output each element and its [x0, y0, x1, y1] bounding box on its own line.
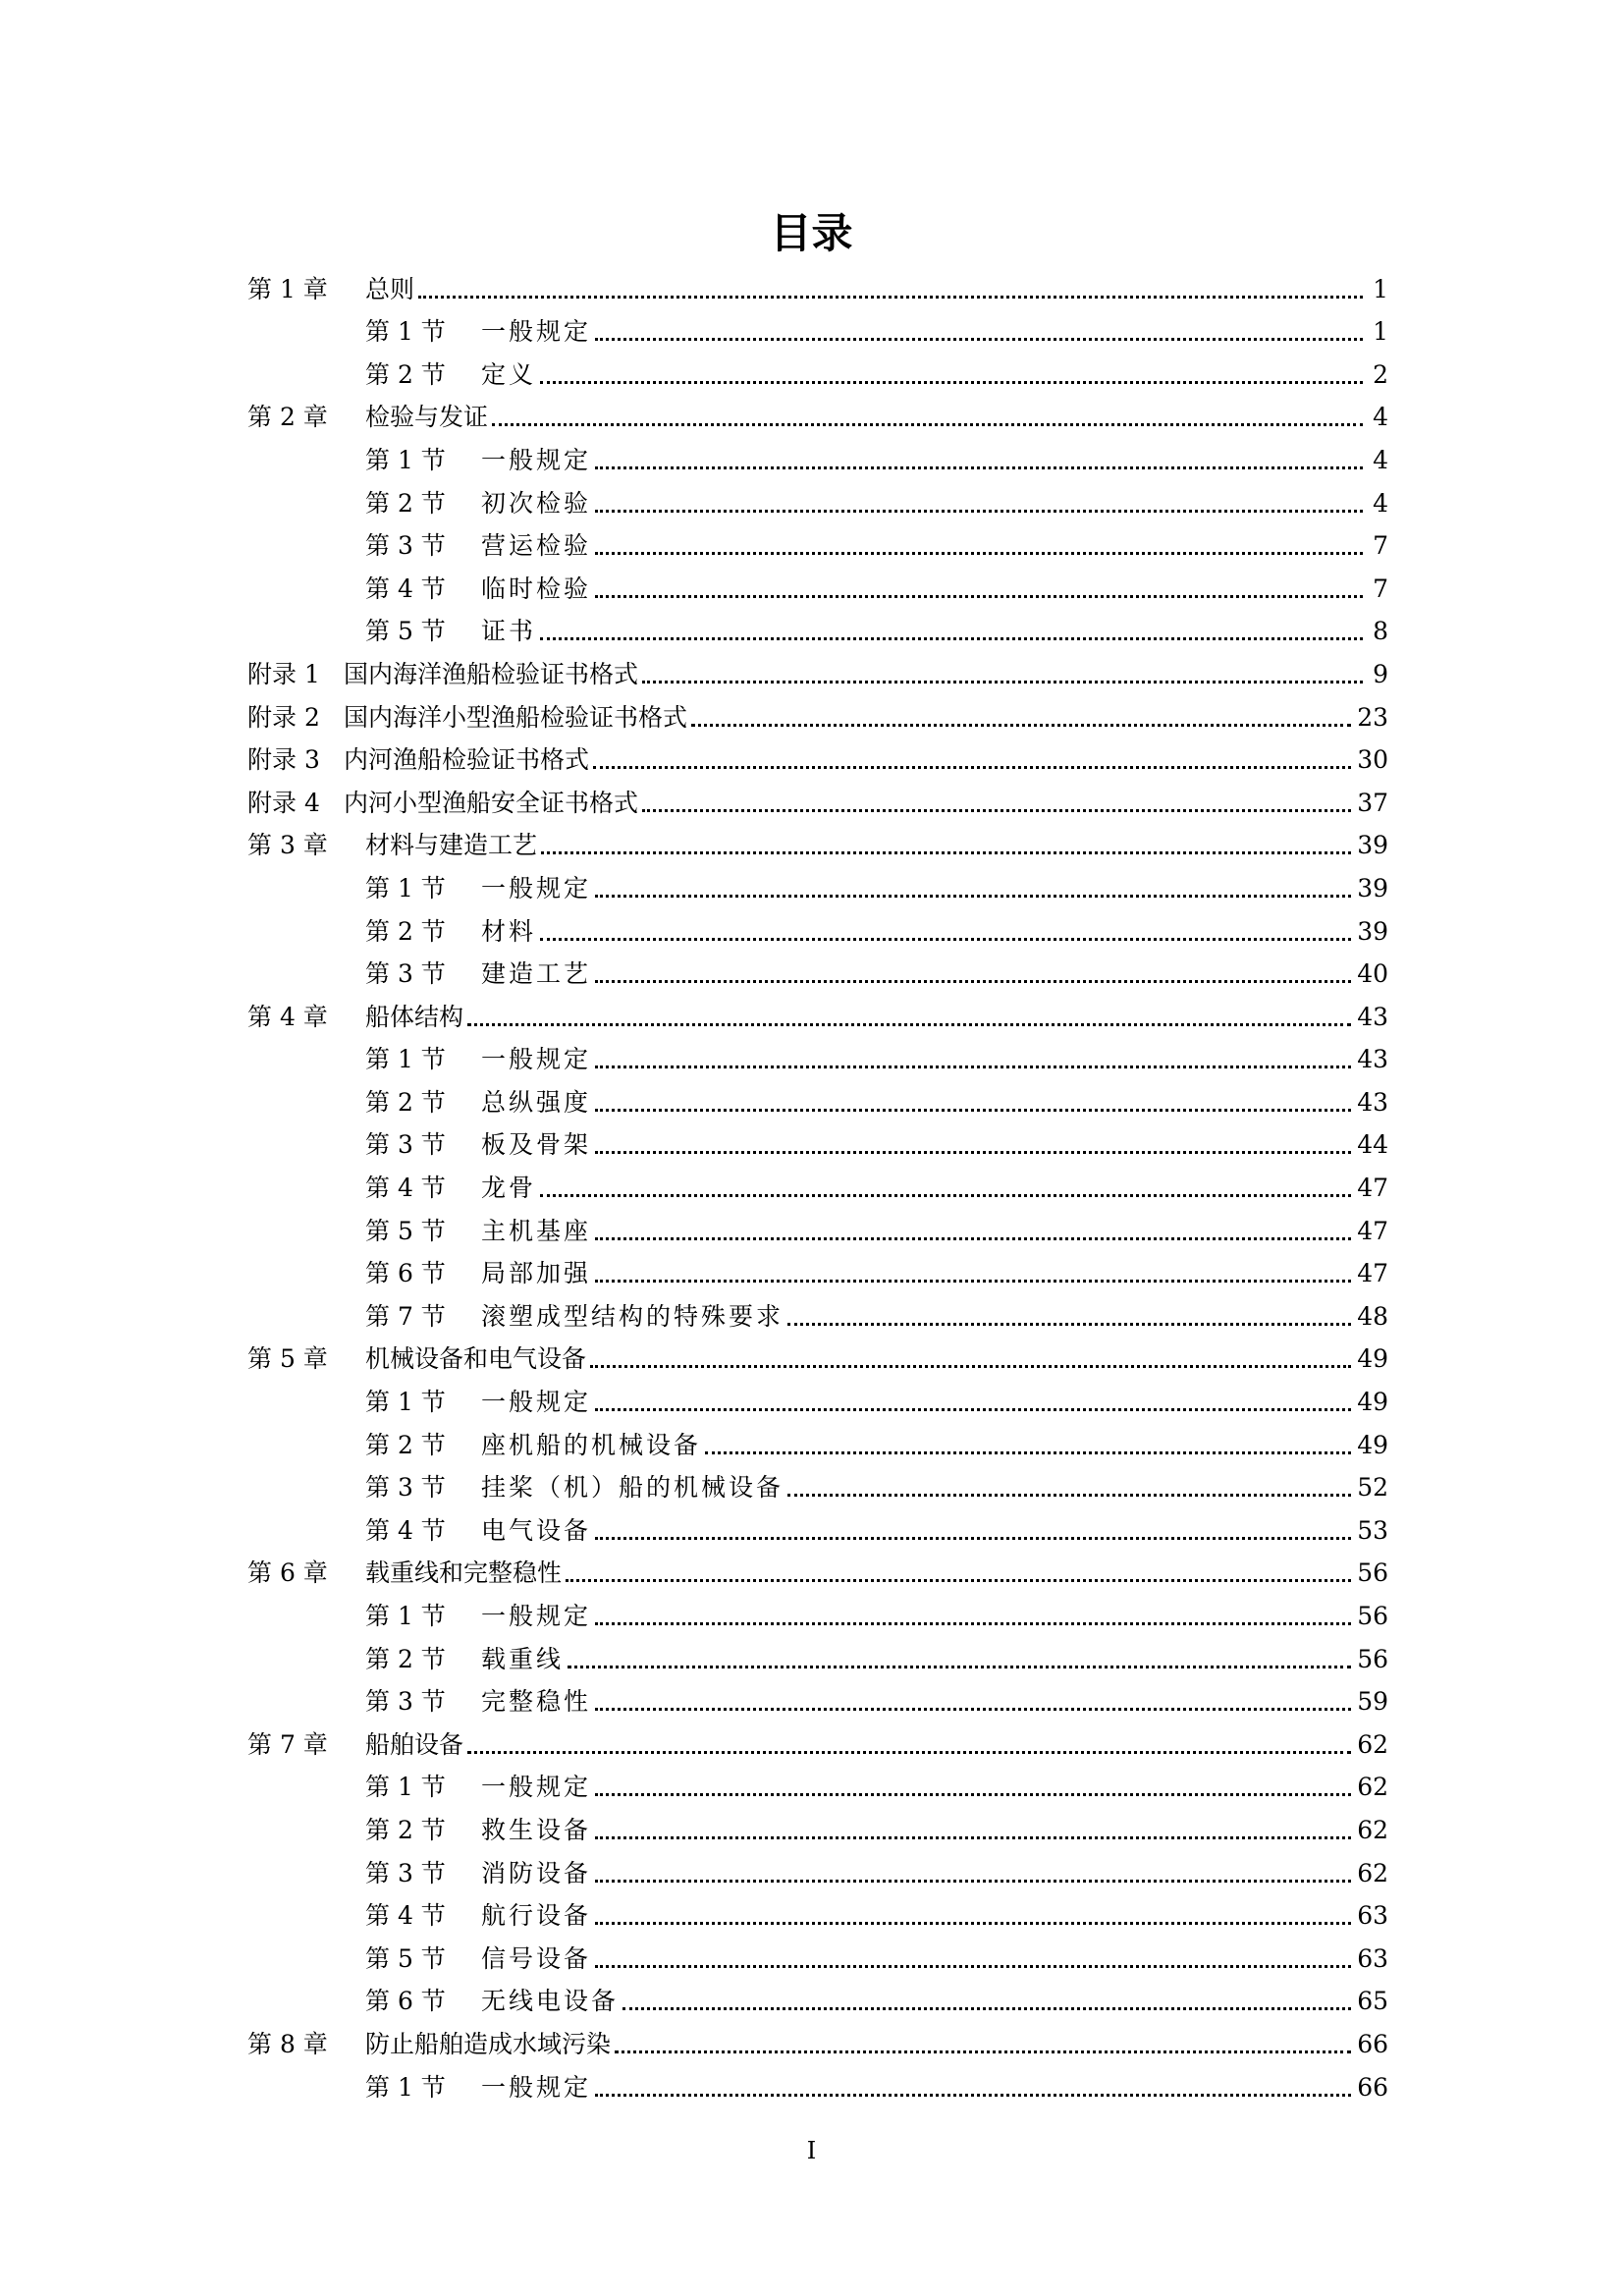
- toc-entry-number: 第 5 节: [365, 1216, 446, 1245]
- toc-entry-number: 附录 2: [247, 702, 320, 732]
- toc-entry-section[interactable]: [247, 475, 1388, 519]
- toc-entry-label: [247, 275, 414, 304]
- toc-entry-label: [365, 489, 591, 519]
- toc-entry-chapter[interactable]: [247, 1332, 1388, 1375]
- toc-entry-title: 信号设备: [481, 1943, 592, 1973]
- toc-entry-number: 第 4 节: [365, 1174, 446, 1203]
- toc-entry-number: 第 5 节: [365, 617, 446, 646]
- table-of-contents: [247, 261, 1388, 2103]
- toc-entry-label: [365, 317, 591, 347]
- toc-entry-appendix[interactable]: [247, 775, 1388, 818]
- toc-entry-title: 载重线: [481, 1644, 565, 1673]
- toc-entry-label: [365, 1388, 591, 1417]
- toc-entry-title: 机械设备和电气设备: [365, 1344, 587, 1374]
- toc-entry-number: 第 3 节: [365, 531, 446, 561]
- toc-entry-label: [365, 446, 591, 475]
- toc-entry-label: [247, 2030, 611, 2059]
- toc-entry-title: 载重线和完整稳性: [365, 1558, 563, 1588]
- toc-entry-page: 4: [1373, 445, 1388, 474]
- toc-entry-page: 1: [1373, 317, 1388, 347]
- toc-entry-title: 电气设备: [481, 1515, 592, 1545]
- toc-entry-title: 营运检验: [481, 531, 592, 561]
- toc-entry-label: [365, 2073, 591, 2103]
- toc-entry-number: 附录 3: [247, 745, 320, 775]
- toc-entry-page: 56: [1357, 1558, 1388, 1588]
- toc-entry-section[interactable]: [247, 1760, 1388, 1803]
- toc-entry-number: 第 2 节: [365, 1430, 446, 1459]
- dot-leader: [595, 1694, 1351, 1711]
- toc-entry-chapter[interactable]: [247, 261, 1388, 304]
- toc-entry-section[interactable]: [247, 903, 1388, 947]
- dot-leader: [568, 1652, 1351, 1668]
- toc-entry-page: 66: [1357, 2029, 1388, 2058]
- toc-entry-section[interactable]: [247, 1503, 1388, 1546]
- toc-entry-number: 第 1 节: [365, 317, 446, 347]
- toc-entry-section[interactable]: [247, 1845, 1388, 1888]
- toc-entry-label: [365, 1645, 564, 1674]
- toc-entry-page: 7: [1373, 531, 1388, 561]
- toc-entry-number: 第 1 章: [247, 274, 328, 303]
- toc-entry-number: 第 2 节: [365, 359, 446, 389]
- toc-entry-title: 航行设备: [481, 1901, 592, 1931]
- toc-entry-number: 第 2 章: [247, 403, 328, 432]
- dot-leader: [540, 924, 1351, 941]
- toc-entry-number: 第 3 章: [247, 831, 328, 860]
- toc-entry-number: 第 5 章: [247, 1344, 328, 1374]
- dot-leader: [595, 1779, 1351, 1796]
- toc-entry-title: 内河小型渔船安全证书格式: [344, 788, 639, 817]
- toc-entry-number: 第 4 章: [247, 1002, 328, 1031]
- toc-entry-label: [247, 745, 589, 775]
- dot-leader: [541, 838, 1351, 854]
- dot-leader: [595, 881, 1351, 898]
- toc-entry-appendix[interactable]: [247, 733, 1388, 776]
- toc-entry-label: [247, 1730, 463, 1760]
- toc-entry-page: 63: [1357, 1901, 1388, 1931]
- toc-entry-number: 第 3 节: [365, 1858, 446, 1887]
- toc-entry-label: [365, 1130, 591, 1160]
- dot-leader: [595, 1523, 1351, 1540]
- toc-entry-title: 挂桨（机）船的机械设备: [481, 1473, 784, 1503]
- toc-entry-page: 66: [1357, 2072, 1388, 2102]
- dot-leader: [787, 1309, 1351, 1326]
- dot-leader: [540, 624, 1363, 640]
- toc-entry-title: 总纵强度: [481, 1087, 592, 1117]
- toc-entry-label: [365, 1045, 591, 1074]
- toc-entry-title: 初次检验: [481, 488, 592, 518]
- dot-leader: [595, 1609, 1351, 1625]
- toc-entry-number: 第 3 节: [365, 1130, 446, 1160]
- toc-entry-section[interactable]: [247, 1074, 1388, 1118]
- toc-entry-label: [365, 1816, 591, 1845]
- toc-entry-title: 内河渔船检验证书格式: [344, 745, 590, 775]
- toc-entry-page: 7: [1373, 574, 1388, 603]
- toc-entry-section[interactable]: [247, 860, 1388, 903]
- toc-entry-section[interactable]: [247, 519, 1388, 562]
- toc-entry-page: 49: [1357, 1388, 1388, 1417]
- dot-leader: [595, 1052, 1351, 1068]
- toc-entry-page: 56: [1357, 1644, 1388, 1673]
- toc-entry-label: [365, 574, 591, 604]
- toc-entry-number: 第 7 节: [365, 1301, 446, 1331]
- toc-entry-label: [365, 1088, 591, 1118]
- toc-entry-label: [365, 1773, 591, 1802]
- toc-entry-section[interactable]: [247, 1802, 1388, 1845]
- dot-leader: [418, 282, 1363, 299]
- toc-entry-section[interactable]: [247, 304, 1388, 348]
- toc-entry-label: [365, 1217, 591, 1246]
- toc-entry-number: 第 4 节: [365, 1901, 446, 1931]
- toc-entry-page: 49: [1357, 1430, 1388, 1459]
- toc-entry-title: 防止船舶造成水域污染: [365, 2029, 612, 2058]
- toc-entry-page: 4: [1373, 403, 1388, 432]
- toc-entry-page: 37: [1357, 788, 1388, 817]
- toc-entry-label: [247, 789, 638, 818]
- dot-leader: [622, 1994, 1351, 2010]
- dot-leader: [595, 1823, 1351, 1839]
- toc-entry-title: 临时检验: [481, 574, 592, 603]
- toc-entry-number: 第 3 节: [365, 959, 446, 989]
- toc-entry-page: 63: [1357, 1943, 1388, 1973]
- toc-entry-chapter[interactable]: [247, 989, 1388, 1032]
- toc-entry-title: 无线电设备: [481, 1987, 620, 2016]
- toc-entry-title: 船舶设备: [365, 1729, 464, 1759]
- toc-entry-label: [365, 874, 591, 903]
- toc-entry-title: 一般规定: [481, 1773, 592, 1802]
- toc-entry-number: 第 2 节: [365, 488, 446, 518]
- toc-entry-label: [247, 403, 488, 432]
- toc-entry-title: 定义: [481, 359, 537, 389]
- toc-entry-title: 建造工艺: [481, 959, 592, 989]
- toc-entry-label: [365, 360, 536, 390]
- toc-entry-page: 44: [1357, 1130, 1388, 1160]
- toc-entry-page: 59: [1357, 1687, 1388, 1717]
- toc-entry-label: [365, 1687, 591, 1717]
- toc-entry-title: 国内海洋渔船检验证书格式: [344, 659, 639, 688]
- toc-entry-number: 附录 4: [247, 788, 320, 817]
- toc-entry-section[interactable]: [247, 1588, 1388, 1631]
- dot-leader: [595, 453, 1363, 469]
- toc-entry-page: 39: [1357, 831, 1388, 860]
- dot-leader: [595, 581, 1363, 598]
- dot-leader: [595, 538, 1363, 555]
- toc-entry-label: [365, 1602, 591, 1631]
- toc-entry-number: 第 8 章: [247, 2029, 328, 2058]
- toc-entry-number: 第 4 节: [365, 574, 446, 603]
- dot-leader: [590, 1351, 1351, 1368]
- dot-leader: [615, 2037, 1351, 2053]
- toc-entry-section[interactable]: [247, 2059, 1388, 2103]
- toc-entry-page: 43: [1357, 1087, 1388, 1117]
- dot-leader: [595, 1908, 1351, 1925]
- toc-entry-page: 9: [1373, 659, 1388, 688]
- toc-entry-title: 一般规定: [481, 317, 592, 347]
- toc-entry-number: 第 2 节: [365, 916, 446, 946]
- toc-entry-label: [365, 1302, 784, 1332]
- toc-entry-label: [365, 1516, 591, 1546]
- dot-leader: [593, 752, 1351, 769]
- toc-entry-number: 第 3 节: [365, 1473, 446, 1503]
- toc-entry-label: [365, 1174, 536, 1203]
- dot-leader: [467, 1010, 1351, 1026]
- dot-leader: [595, 1224, 1351, 1240]
- toc-entry-title: 一般规定: [481, 2072, 592, 2102]
- dot-leader: [492, 410, 1363, 426]
- toc-entry-page: 23: [1357, 702, 1388, 732]
- toc-entry-page: 2: [1373, 359, 1388, 389]
- toc-entry-title: 板及骨架: [481, 1130, 592, 1160]
- toc-entry-title: 总则: [365, 274, 415, 303]
- toc-entry-title: 完整稳性: [481, 1687, 592, 1717]
- toc-entry-number: 第 5 节: [365, 1943, 446, 1973]
- toc-entry-page: 39: [1357, 873, 1388, 902]
- toc-entry-number: 附录 1: [247, 659, 320, 688]
- toc-entry-page: 49: [1357, 1344, 1388, 1374]
- toc-entry-number: 第 2 节: [365, 1644, 446, 1673]
- toc-entry-label: [247, 831, 537, 860]
- toc-entry-section[interactable]: [247, 1160, 1388, 1203]
- toc-entry-label: [365, 1473, 784, 1503]
- toc-entry-title: 一般规定: [481, 1045, 592, 1074]
- toc-entry-title: 滚塑成型结构的特殊要求: [481, 1301, 784, 1331]
- toc-entry-label: [247, 1344, 586, 1374]
- page-number-footer: I: [806, 2137, 817, 2164]
- toc-entry-label: [365, 531, 591, 561]
- toc-entry-section[interactable]: [247, 1460, 1388, 1503]
- toc-entry-number: 第 6 节: [365, 1987, 446, 2016]
- toc-entry-section[interactable]: [247, 604, 1388, 647]
- toc-entry-title: 检验与发证: [365, 403, 489, 432]
- toc-entry-page: 56: [1357, 1602, 1388, 1630]
- toc-entry-label: [365, 1859, 591, 1888]
- toc-entry-title: 救生设备: [481, 1815, 592, 1844]
- toc-entry-title: 龙骨: [481, 1174, 537, 1203]
- toc-entry-page: 30: [1357, 745, 1388, 775]
- toc-entry-appendix[interactable]: [247, 689, 1388, 733]
- dot-leader: [705, 1438, 1351, 1454]
- toc-entry-page: 43: [1357, 1045, 1388, 1074]
- toc-entry-label: [247, 703, 687, 733]
- toc-entry-section[interactable]: [247, 1246, 1388, 1289]
- toc-entry-number: 第 7 章: [247, 1729, 328, 1759]
- toc-entry-chapter[interactable]: [247, 1546, 1388, 1589]
- dot-leader: [642, 795, 1351, 812]
- toc-entry-section[interactable]: [247, 1888, 1388, 1932]
- toc-entry-section[interactable]: [247, 1118, 1388, 1161]
- dot-leader: [595, 496, 1363, 513]
- dot-leader: [642, 667, 1363, 683]
- toc-entry-number: 第 1 节: [365, 1602, 446, 1630]
- toc-entry-label: [365, 617, 536, 646]
- dot-leader: [595, 1866, 1351, 1883]
- toc-entry-page: 52: [1357, 1473, 1388, 1503]
- toc-entry-title: 证书: [481, 617, 537, 646]
- toc-entry-label: [247, 1558, 562, 1588]
- dot-leader: [540, 367, 1363, 384]
- dot-leader: [540, 1180, 1351, 1197]
- toc-entry-page: 53: [1357, 1515, 1388, 1545]
- dot-leader: [595, 1266, 1351, 1283]
- toc-entry-number: 第 2 节: [365, 1087, 446, 1117]
- toc-entry-page: 47: [1357, 1259, 1388, 1288]
- toc-entry-section[interactable]: [247, 1931, 1388, 1974]
- dot-leader: [595, 324, 1363, 341]
- toc-entry-number: 第 1 节: [365, 1388, 446, 1417]
- toc-entry-number: 第 4 节: [365, 1515, 446, 1545]
- toc-entry-number: 第 6 节: [365, 1259, 446, 1288]
- toc-entry-number: 第 1 节: [365, 1045, 446, 1074]
- toc-entry-page: 47: [1357, 1174, 1388, 1203]
- toc-entry-number: 第 1 节: [365, 1773, 446, 1802]
- toc-entry-number: 第 2 节: [365, 1815, 446, 1844]
- toc-entry-chapter[interactable]: [247, 2016, 1388, 2059]
- toc-entry-page: 65: [1357, 1987, 1388, 2016]
- toc-entry-number: 第 6 章: [247, 1558, 328, 1588]
- toc-entry-number: 第 1 节: [365, 2072, 446, 2102]
- toc-entry-page: 1: [1373, 274, 1388, 303]
- dot-leader: [467, 1737, 1351, 1754]
- toc-entry-section[interactable]: [247, 347, 1388, 390]
- dot-leader: [595, 1095, 1351, 1112]
- dot-leader: [595, 1951, 1351, 1968]
- toc-entry-label: [247, 1003, 463, 1032]
- toc-entry-chapter[interactable]: [247, 390, 1388, 433]
- toc-entry-label: [365, 1901, 591, 1931]
- toc-entry-title: 局部加强: [481, 1259, 592, 1288]
- toc-entry-label: [365, 959, 591, 989]
- toc-entry-section[interactable]: [247, 947, 1388, 990]
- toc-entry-page: 47: [1357, 1216, 1388, 1245]
- toc-entry-title: 主机基座: [481, 1216, 592, 1245]
- toc-entry-title: 材料: [481, 916, 537, 946]
- toc-entry-section[interactable]: [247, 1288, 1388, 1332]
- toc-entry-number: 第 3 节: [365, 1687, 446, 1717]
- toc-entry-section[interactable]: [247, 1203, 1388, 1246]
- toc-entry-page: 40: [1357, 959, 1388, 989]
- toc-entry-page: 4: [1373, 488, 1388, 518]
- dot-leader: [595, 966, 1351, 983]
- toc-entry-number: 第 1 节: [365, 445, 446, 474]
- toc-entry-title: 一般规定: [481, 445, 592, 474]
- toc-entry-label: [247, 660, 638, 689]
- toc-entry-page: 8: [1373, 617, 1388, 646]
- toc-entry-title: 一般规定: [481, 1602, 592, 1630]
- toc-entry-label: [365, 1987, 619, 2016]
- dot-leader: [595, 1137, 1351, 1154]
- toc-entry-section[interactable]: [247, 1417, 1388, 1460]
- toc-entry-chapter[interactable]: [247, 1717, 1388, 1760]
- toc-entry-title: 船体结构: [365, 1002, 464, 1031]
- toc-entry-label: [365, 1259, 591, 1288]
- toc-entry-page: 62: [1357, 1773, 1388, 1802]
- toc-entry-page: 43: [1357, 1002, 1388, 1031]
- page-title: 目录: [770, 209, 853, 257]
- toc-entry-label: [365, 1944, 591, 1974]
- toc-entry-title: 一般规定: [481, 1388, 592, 1417]
- toc-entry-page: 39: [1357, 916, 1388, 946]
- toc-entry-section[interactable]: [247, 1974, 1388, 2017]
- toc-entry-page: 48: [1357, 1301, 1388, 1331]
- toc-entry-number: 第 1 节: [365, 873, 446, 902]
- toc-entry-section[interactable]: [247, 561, 1388, 604]
- toc-entry-appendix[interactable]: [247, 646, 1388, 689]
- toc-entry-section[interactable]: [247, 1674, 1388, 1718]
- toc-entry-page: 62: [1357, 1858, 1388, 1887]
- toc-entry-label: [365, 917, 536, 947]
- toc-entry-title: 座机船的机械设备: [481, 1430, 702, 1459]
- toc-entry-title: 材料与建造工艺: [365, 831, 538, 860]
- toc-entry-title: 一般规定: [481, 873, 592, 902]
- toc-entry-title: 国内海洋小型渔船检验证书格式: [344, 702, 688, 732]
- dot-leader: [691, 710, 1351, 727]
- toc-entry-section[interactable]: [247, 1032, 1388, 1075]
- dot-leader: [595, 2080, 1351, 2097]
- toc-entry-label: [365, 1431, 701, 1460]
- toc-entry-title: 消防设备: [481, 1858, 592, 1887]
- toc-entry-section[interactable]: [247, 1631, 1388, 1674]
- dot-leader: [595, 1394, 1351, 1411]
- toc-entry-chapter[interactable]: [247, 818, 1388, 861]
- toc-entry-page: 62: [1357, 1729, 1388, 1759]
- dot-leader: [566, 1565, 1351, 1582]
- dot-leader: [787, 1480, 1351, 1497]
- toc-entry-section[interactable]: [247, 1374, 1388, 1417]
- toc-entry-section[interactable]: [247, 432, 1388, 475]
- toc-entry-page: 62: [1357, 1815, 1388, 1844]
